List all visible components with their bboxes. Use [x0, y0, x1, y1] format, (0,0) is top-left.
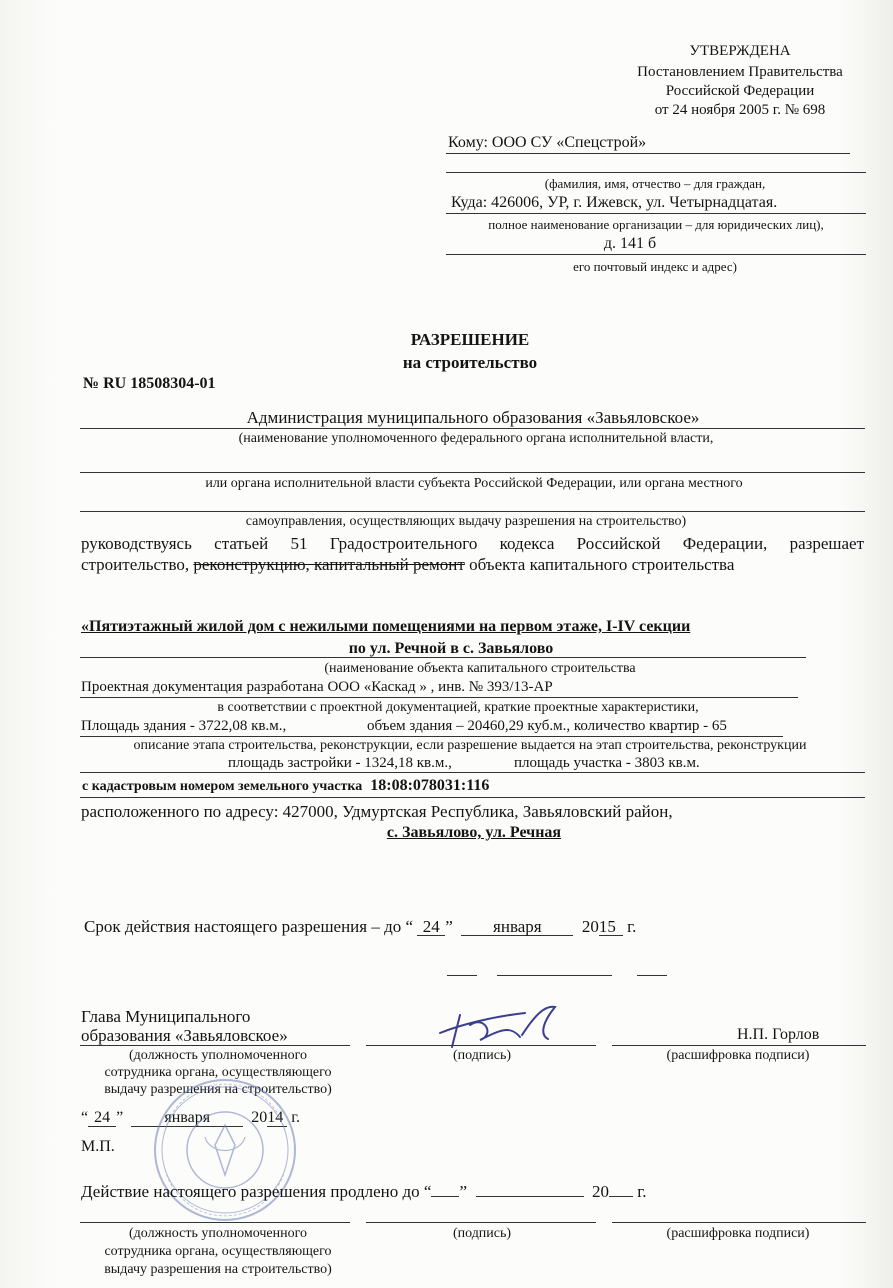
extension-close: ”	[459, 1182, 467, 1201]
ext-hint-position-1: (должность уполномоченного	[129, 1226, 307, 1241]
signatory-name: Н.П. Горлов	[737, 1026, 820, 1043]
addressee-where-underline	[446, 213, 866, 214]
cadastral-line	[82, 778, 489, 794]
validity-prefix: Срок действия настоящего разрешения – до “	[84, 917, 414, 936]
cadastral-underline	[80, 797, 865, 798]
sign-hint-position-3: выдачу разрешения на строительство)	[104, 1082, 332, 1097]
sign-date-day: 24	[88, 1110, 116, 1127]
sign-date-year-prefix: 20	[251, 1109, 268, 1126]
object-name-line-2: по ул. Речной в с. Завьялово	[348, 640, 554, 657]
approval-line-4: от 24 ноября 2005 г. № 698	[654, 102, 826, 118]
authority-hint-2: или органа исполнительной власти субъекта Российской Федерации, или органа местного	[205, 476, 743, 491]
permit-number: № RU 18508304-01	[83, 375, 216, 392]
object-volume: объем здания – 20460,29 куб.м., количество квартир - 65	[367, 718, 727, 734]
extension-year-prefix: 20	[592, 1182, 609, 1201]
validity-year: 15	[599, 918, 623, 936]
approval-line-3: Российской Федерации	[665, 83, 815, 99]
signatory-position-1: Глава Муниципального	[81, 1007, 251, 1026]
ext-hint-signature: (подпись)	[452, 1226, 512, 1241]
addressee-to: Кому: ООО СУ «Спецстрой»	[448, 134, 647, 151]
sign-hint-decode: (расшифровка подписи)	[666, 1048, 810, 1063]
validity-quote: ”	[445, 917, 453, 936]
object-name-line-1: «Пятиэтажный жилой дом с нежилыми помещениями на первом этаже, I-IV секции	[81, 618, 691, 635]
signatory-position-2: образования «Завьяловское»	[81, 1026, 288, 1045]
object-area: Площадь здания - 3722,08 кв.м.,	[81, 718, 287, 734]
extension-suffix: г.	[637, 1182, 647, 1201]
validity-line	[84, 918, 636, 936]
basis-allowed-type: строительство,	[81, 555, 190, 574]
ext-hint-position-3: выдачу разрешения на строительство)	[104, 1262, 332, 1277]
cadastral-number: 18:08:078031:116	[370, 777, 490, 794]
addressee-hint-1: (фамилия, имя, отчество – для граждан,	[544, 176, 766, 191]
authority-hint-3: самоуправления, осуществляющих выдачу разрешения на строительство)	[245, 514, 687, 529]
basis-object-word: объекта капитального строительства	[469, 555, 735, 574]
sign-date-blank-3	[637, 975, 667, 976]
sign-date-month: января	[131, 1110, 243, 1127]
object-plot-area: площадь участка - 3803 кв.м.	[514, 755, 700, 771]
ext-position-underline	[80, 1222, 350, 1223]
addressee-house-underline	[446, 254, 866, 255]
authority-name: Администрация муниципального образования «Завьяловское»	[246, 408, 700, 427]
object-built-underline	[80, 772, 865, 773]
sign-date-blank-1	[447, 975, 477, 976]
addressee-hint-2: полное наименование организации – для юридических лиц),	[488, 217, 824, 232]
object-project-underline	[80, 697, 798, 698]
extension-month-blank	[476, 1196, 584, 1197]
decode-underline	[612, 1045, 866, 1046]
sign-date-year: 14	[267, 1110, 287, 1127]
extension-day-blank	[431, 1196, 459, 1197]
object-stage-hint: описание этапа строительства, реконструкции, если разрешение выдается на этап строительства, реконструкции	[133, 738, 807, 753]
sign-date-suffix: г.	[291, 1109, 300, 1126]
basis-struck-types: реконструкцию, капитальный ремонт	[193, 555, 465, 574]
validity-suffix: г.	[627, 917, 637, 936]
authority-blank-line-2	[80, 511, 865, 512]
addressee-house: д. 141 б	[603, 235, 657, 252]
approval-line-1: УТВЕРЖДЕНА	[689, 43, 791, 59]
official-seal	[150, 1075, 300, 1225]
address-line-2: с. Завьялово, ул. Речная	[386, 824, 562, 841]
addressee-to-underline	[446, 153, 850, 154]
validity-month: января	[461, 918, 573, 936]
extension-line	[81, 1183, 647, 1200]
object-built-area: площадь застройки - 1324,18 кв.м.,	[228, 755, 452, 771]
extension-text: Действие настоящего разрешения продлено до “	[81, 1182, 432, 1201]
sign-date-close: ”	[116, 1109, 124, 1126]
permit-subtitle: на строительство	[402, 353, 538, 372]
sign-hint-position-2: сотрудника органа, осуществляющего	[104, 1065, 332, 1080]
validity-year-prefix: 20	[581, 917, 599, 936]
object-project: Проектная документация разработана ООО «Каскад » , инв. № 393/13-АР	[81, 679, 553, 695]
validity-day: 24	[417, 918, 445, 936]
permit-title: РАЗРЕШЕНИЕ	[410, 330, 530, 349]
object-area-underline	[80, 736, 783, 737]
ext-hint-decode: (расшифровка подписи)	[666, 1226, 810, 1241]
sign-hint-position-1: (должность уполномоченного	[129, 1048, 307, 1063]
address-line-1: расположенного по адресу: 427000, Удмуртская Республика, Завьяловский район,	[81, 802, 673, 821]
addressee-where: Куда: 426006, УР, г. Ижевск, ул. Четырнадцатая.	[451, 194, 778, 211]
handwritten-signature	[430, 995, 580, 1055]
ext-decode-underline	[612, 1222, 866, 1223]
object-name-underline	[80, 657, 806, 658]
basis-line-2	[81, 556, 734, 573]
seal-label: М.П.	[81, 1138, 115, 1155]
addressee-blank-line	[446, 172, 866, 173]
sign-date-blank-2	[497, 975, 612, 976]
authority-underline	[80, 428, 865, 429]
sign-date-open: “	[81, 1109, 89, 1126]
authority-hint-1: (наименование уполномоченного федерального органа исполнительной власти,	[238, 431, 714, 446]
object-hint: (наименование объекта капитального строительства	[324, 661, 636, 676]
object-project-hint: в соответствии с проектной документацией, краткие проектные характеристики,	[217, 700, 699, 715]
extension-year-blank	[609, 1196, 633, 1197]
basis-line-1: руководствуясь статьей 51 Градостроительного кодекса Российской Федерации, разрешает	[81, 534, 864, 553]
approval-line-2: Постановлением Правительства	[637, 64, 843, 80]
position-underline	[80, 1045, 350, 1046]
ext-hint-position-2: сотрудника органа, осуществляющего	[104, 1244, 332, 1259]
ext-signature-underline	[366, 1222, 596, 1223]
addressee-hint-3: его почтовый индекс и адрес)	[573, 259, 737, 274]
authority-blank-line-1	[80, 472, 865, 473]
cadastral-label: с кадастровым номером земельного участка	[82, 779, 363, 794]
sign-hint-signature: (подпись)	[452, 1048, 512, 1063]
